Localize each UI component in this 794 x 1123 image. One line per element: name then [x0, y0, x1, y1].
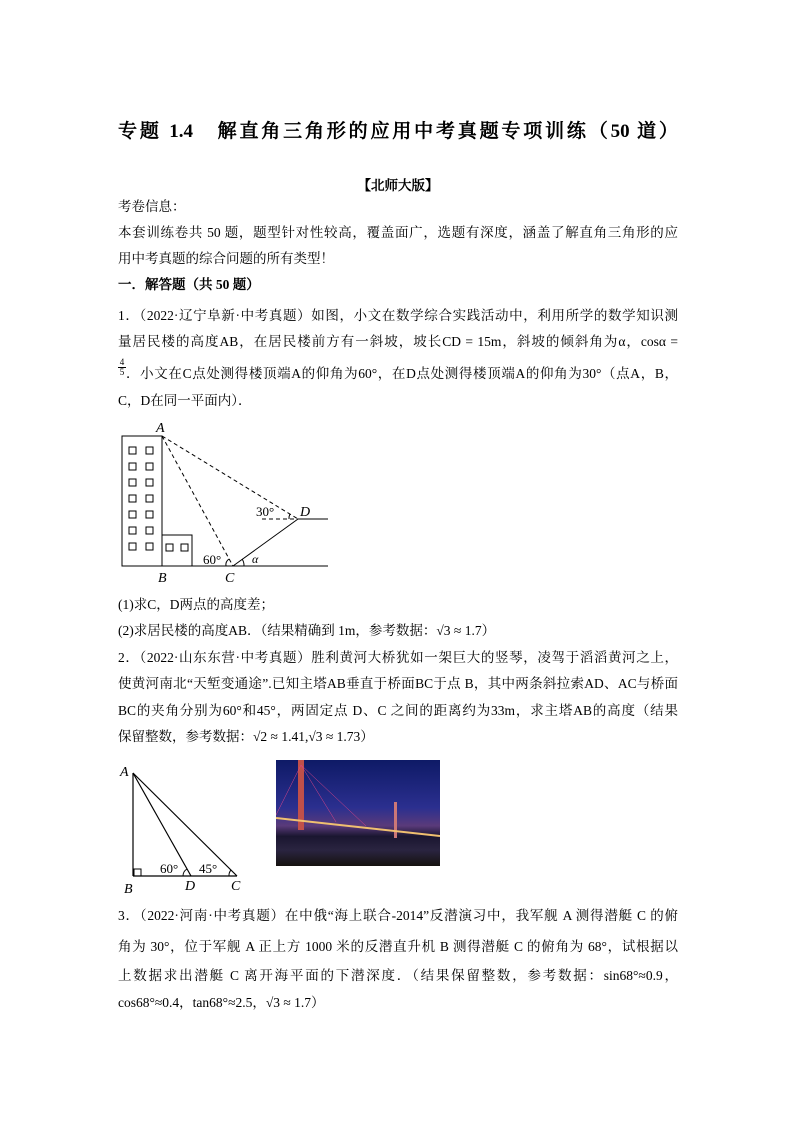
- label-60: 60°: [160, 861, 179, 876]
- angle-arc-60: [183, 869, 187, 876]
- slope-cd: [233, 519, 298, 566]
- window: [129, 447, 136, 454]
- bridge-illustration: [276, 760, 440, 866]
- cable-ac: [133, 773, 237, 876]
- window: [146, 495, 153, 502]
- window: [146, 463, 153, 470]
- info-line: 用中考真题的综合问题的所有类型！: [118, 251, 334, 266]
- page-title: 专题 1.4 解直角三角形的应用中考真题专项训练（50 道）: [118, 121, 678, 142]
- label-45: 45°: [199, 861, 218, 876]
- window: [129, 463, 136, 470]
- q2-line: 2．（2022·山东东营·中考真题）胜利黄河大桥犹如一架巨大的竖琴，凌驾于滔滔黄河之上，: [118, 650, 678, 665]
- window: [146, 479, 153, 486]
- window: [146, 527, 153, 534]
- label-a: A: [120, 765, 129, 780]
- cable: [301, 765, 336, 822]
- q2-line: BC的夹角分别为60°和45°，两固定点 D、C 之间的距离约为33m，求主塔AB的高度（结果: [118, 703, 678, 718]
- q2-figure: [133, 773, 237, 876]
- label-c: C: [225, 571, 235, 586]
- q1-sub-2: (2)求居民楼的高度AB．（结果精确到 1m，参考数据：√3 ≈ 1.7）: [118, 623, 496, 638]
- q2-line: 使黄河南北“天堑变通途”.已知主塔AB垂直于桥面BC于点 B，其中两条斜拉索AD、AC与桥面: [118, 676, 678, 691]
- q3-line: 上数据求出潜艇 C 离开海平面的下潜深度．（结果保留整数，参考数据：sin68°≈0.9，: [118, 968, 678, 983]
- label-c: C: [231, 879, 241, 894]
- q1-line: 量居民楼的高度AB，在居民楼前方有一斜坡，坡长CD = 15m，斜坡的倾斜角为α，cosα =: [118, 334, 678, 349]
- angle-arc-45: [229, 870, 231, 876]
- window: [146, 511, 153, 518]
- q2-figure-labels: [119, 765, 241, 897]
- angle-arc-60: [226, 559, 229, 566]
- q1-figure-labels: [155, 421, 310, 586]
- label-30: 30°: [256, 504, 275, 519]
- q3-line: 角为 30°，位于军舰 A 正上方 1000 米的反潜直升机 B 测得潜艇 C 的俯角为 68°，试根据以: [118, 939, 678, 954]
- sightline-da: [162, 436, 298, 519]
- window: [129, 543, 136, 550]
- label-d: D: [185, 879, 196, 894]
- info-label: 考卷信息：: [118, 199, 186, 214]
- tower: [298, 760, 304, 830]
- fraction-numerator: 4: [119, 357, 125, 367]
- q2-line: 保留整数，参考数据：√2 ≈ 1.41,√3 ≈ 1.73）: [118, 729, 374, 744]
- cable: [276, 765, 301, 815]
- window: [129, 479, 136, 486]
- cable: [301, 765, 366, 826]
- fraction-denominator: 5: [119, 367, 125, 377]
- right-angle-mark: [134, 869, 141, 876]
- window: [129, 495, 136, 502]
- q3-line: 3．（2022·河南·中考真题）在中俄“海上联合-2014”反潜演习中，我军舰 A 测得潜艇 C 的俯: [118, 908, 678, 923]
- angle-arc-30: [289, 514, 290, 519]
- window: [181, 544, 188, 551]
- label-a: A: [156, 421, 165, 436]
- window: [129, 527, 136, 534]
- tower: [394, 802, 397, 838]
- bridge-photo: [276, 760, 440, 866]
- window: [146, 447, 153, 454]
- angle-arc-alpha: [242, 559, 244, 566]
- label-b: B: [124, 882, 133, 897]
- q1-line: 1．（2022·辽宁阜新·中考真题）如图，小文在数学综合实践活动中，利用所学的数学知识测: [118, 308, 678, 323]
- label-d: D: [300, 505, 311, 520]
- edition-label: 【北师大版】: [357, 178, 439, 193]
- q3-line: cos68°≈0.4，tan68°≈2.5，√3 ≈ 1.7）: [118, 995, 325, 1010]
- q1-line: ．小文在C点处测得楼顶端A的仰角为60°，在D点处测得楼顶端A的仰角为30°（点A，B，: [126, 366, 678, 381]
- building: [122, 436, 162, 566]
- window: [166, 544, 173, 551]
- label-b: B: [158, 571, 167, 586]
- q1-figure: [122, 436, 328, 566]
- window: [146, 543, 153, 550]
- window: [129, 511, 136, 518]
- label-alpha: α: [252, 552, 259, 566]
- q1-sub-1: (1)求C，D两点的高度差；: [118, 597, 274, 612]
- label-60: 60°: [203, 552, 222, 567]
- q2-angle-labels: [160, 861, 217, 876]
- q1-angle-labels: [203, 504, 274, 567]
- info-line: 本套训练卷共 50 题，题型针对性较高，覆盖面广，选题有深度，涵盖了解直角三角形的应: [118, 225, 678, 240]
- section-heading: 一．解答题（共 50 题）: [118, 277, 260, 292]
- q1-line: C，D在同一平面内）．: [118, 393, 252, 408]
